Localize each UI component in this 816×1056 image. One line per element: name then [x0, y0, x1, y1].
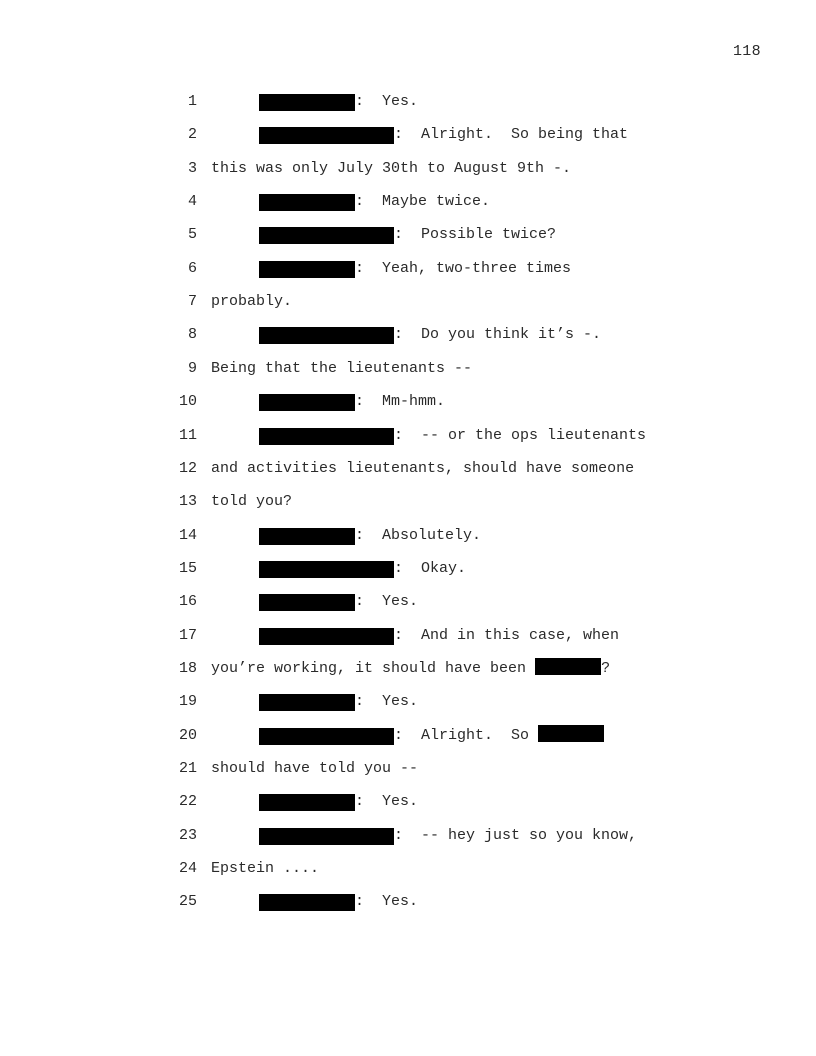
line-text-main: : Yes. — [355, 93, 419, 110]
redacted-speaker-name — [259, 561, 394, 578]
transcript-line — [0, 223, 816, 247]
line-number: 18 — [178, 659, 197, 677]
transcript-line — [0, 90, 816, 114]
line-text — [355, 524, 481, 548]
transcript-line — [0, 323, 816, 347]
transcript-line — [0, 123, 816, 147]
line-text-main: Being that the lieutenants -- — [211, 359, 473, 377]
transcript-line — [0, 857, 816, 881]
line-text-main: : Yes. — [355, 893, 419, 911]
line-text-main: : Maybe twice. — [355, 193, 491, 211]
transcript-line — [0, 790, 816, 814]
line-text — [355, 90, 418, 114]
redacted-speaker-name — [259, 694, 355, 711]
line-text — [211, 857, 319, 881]
line-number: 19 — [178, 693, 197, 711]
line-text — [355, 257, 571, 281]
redacted-speaker-name — [259, 127, 394, 144]
transcript-line — [0, 357, 816, 381]
line-text — [211, 457, 634, 481]
line-text-main: you’re working, it should have been — [211, 659, 536, 677]
line-text-main: probably. — [211, 293, 293, 311]
page-number: 118 — [733, 43, 761, 60]
line-text-tail: ? — [601, 659, 611, 677]
line-text-main: this was only July 30th to August 9th -. — [211, 159, 572, 177]
transcript-line — [0, 590, 816, 614]
line-text — [394, 724, 604, 748]
line-text — [211, 490, 292, 514]
redacted-speaker-name — [259, 261, 355, 278]
line-number: 20 — [178, 726, 197, 744]
line-number: 23 — [178, 826, 197, 844]
redacted-speaker-name — [259, 227, 394, 244]
line-text-main: : -- hey just so you know, — [394, 826, 638, 844]
line-text — [211, 157, 571, 181]
redacted-speaker-name — [259, 628, 394, 645]
line-text — [355, 690, 418, 714]
line-text — [211, 290, 292, 314]
line-text — [355, 890, 418, 914]
transcript-line — [0, 257, 816, 281]
redacted-name-inline — [538, 725, 604, 742]
line-text-main: told you? — [211, 493, 293, 511]
line-text-main: : Mm-hmm. — [355, 393, 446, 411]
line-text-main: : Possible twice? — [394, 226, 557, 244]
line-number: 7 — [187, 293, 197, 311]
line-text-main: : Alright. So being that — [394, 126, 629, 144]
transcript-line — [0, 290, 816, 314]
line-number: 8 — [187, 326, 197, 344]
line-text — [355, 190, 490, 214]
line-number: 25 — [178, 893, 197, 911]
transcript-line — [0, 424, 816, 448]
transcript-line — [0, 624, 816, 648]
line-number: 15 — [178, 559, 197, 577]
transcript-line — [0, 824, 816, 848]
transcript-line — [0, 524, 816, 548]
line-number: 12 — [178, 459, 197, 477]
line-text — [394, 824, 637, 848]
line-text-main: should have told you -- — [211, 760, 419, 777]
transcript-line — [0, 557, 816, 581]
redacted-speaker-name — [259, 728, 394, 745]
transcript-line — [0, 457, 816, 481]
redacted-speaker-name — [259, 428, 394, 445]
line-text — [394, 223, 556, 247]
line-text — [394, 323, 601, 347]
line-text-main: : Absolutely. — [355, 526, 482, 544]
line-text-main: : -- or the ops lieutenants — [394, 426, 647, 444]
line-number: 24 — [178, 860, 197, 878]
line-text — [394, 557, 466, 581]
line-number: 2 — [187, 126, 197, 144]
line-text — [394, 123, 628, 147]
line-number: 4 — [187, 193, 197, 211]
redacted-speaker-name — [259, 594, 355, 611]
line-text-main: : Yes. — [355, 793, 419, 811]
line-text-main: : Alright. So — [394, 726, 539, 744]
line-number: 9 — [187, 359, 197, 377]
redacted-speaker-name — [259, 528, 355, 545]
redacted-speaker-name — [259, 394, 355, 411]
transcript-line — [0, 157, 816, 181]
redacted-speaker-name — [259, 194, 355, 211]
line-number: 21 — [178, 760, 197, 777]
line-text — [355, 790, 418, 814]
line-text-main: Epstein .... — [211, 860, 320, 878]
line-number: 3 — [187, 159, 197, 177]
line-number: 1 — [187, 93, 197, 110]
line-text-main: : Yeah, two-three times — [355, 259, 572, 277]
line-number: 10 — [178, 393, 197, 411]
transcript-line — [0, 690, 816, 714]
line-text — [211, 757, 418, 781]
line-number: 22 — [178, 793, 197, 811]
line-text-main: : Yes. — [355, 693, 419, 711]
redacted-speaker-name — [259, 94, 355, 111]
line-text-main: : Yes. — [355, 593, 419, 611]
line-text — [394, 424, 646, 448]
line-text — [211, 357, 472, 381]
transcript-line — [0, 390, 816, 414]
line-text — [355, 590, 418, 614]
redacted-speaker-name — [259, 828, 394, 845]
transcript-line — [0, 657, 816, 681]
transcript-line — [0, 190, 816, 214]
line-text-main: and activities lieutenants, should have someone — [211, 459, 635, 477]
line-number: 17 — [178, 626, 197, 644]
transcript-line — [0, 724, 816, 748]
line-text — [211, 657, 610, 681]
redacted-speaker-name — [259, 327, 394, 344]
redacted-speaker-name — [259, 894, 355, 911]
transcript-line — [0, 490, 816, 514]
line-number: 13 — [178, 493, 197, 511]
line-number: 11 — [178, 426, 197, 444]
line-text-main: : And in this case, when — [394, 626, 620, 644]
redacted-speaker-name — [259, 794, 355, 811]
line-number: 5 — [187, 226, 197, 244]
redacted-name-inline — [535, 658, 601, 675]
line-text — [355, 390, 445, 414]
line-text-main: : Okay. — [394, 559, 467, 577]
transcript-line — [0, 757, 816, 781]
line-number: 16 — [178, 593, 197, 611]
line-number: 14 — [178, 526, 197, 544]
line-text-main: : Do you think it’s -. — [394, 326, 602, 344]
line-number: 6 — [187, 259, 197, 277]
line-text — [394, 624, 619, 648]
transcript-line — [0, 890, 816, 914]
